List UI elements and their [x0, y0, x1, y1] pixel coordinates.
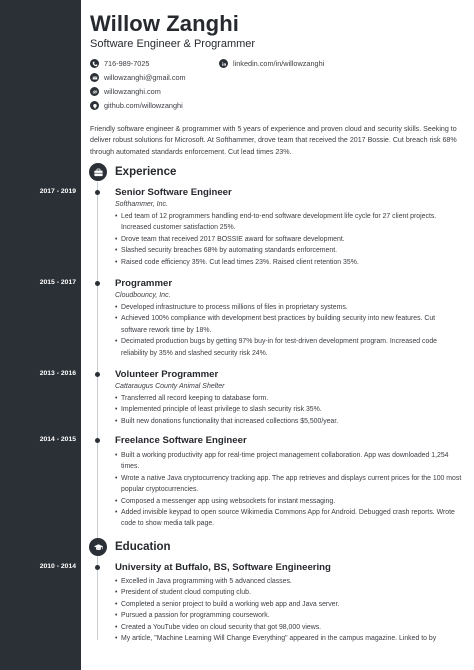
bullet-item: • Created a YouTube video on cloud security that got 98,000 views. — [115, 622, 463, 633]
school-bullets — [115, 576, 463, 644]
job-dates: 2013 - 2016 — [39, 370, 76, 377]
education-heading: Education — [115, 541, 171, 553]
job-dates: 2014 - 2015 — [39, 436, 76, 443]
candidate-title: Software Engineer & Programmer — [90, 38, 256, 50]
bullet-item: • Composed a messenger app using websockets for instant messaging. — [115, 496, 463, 507]
bullet-item: • Excelled in Java programming with 5 advanced classes. — [115, 576, 463, 587]
bullet-item: • Pursued a passion for programming coursework. — [115, 610, 463, 621]
job-title: Freelance Software Engineer — [115, 435, 247, 446]
bullet-item: • Completed a senior project to build a working web app and Java server. — [115, 599, 463, 610]
timeline-dot — [95, 438, 100, 443]
link-icon — [90, 87, 99, 96]
bullet-item: • Implemented principle of least privilege to slash security risk 35%. — [115, 404, 463, 415]
job-bullets — [115, 450, 463, 530]
contact-github[interactable] — [90, 101, 183, 110]
email-icon — [90, 73, 99, 82]
job-company: Cattaraugus County Animal Shelter — [115, 383, 225, 390]
job-dates: 2015 - 2017 — [39, 279, 76, 286]
job-title: Volunteer Programmer — [115, 369, 219, 380]
contact-linkedin[interactable] — [219, 59, 324, 68]
bullet-item: • My article, "Machine Learning Will Change Everything" appeared in the campus magazine. Linked to by — [115, 633, 463, 644]
contact-email-text: willowzanghi@gmail.com — [104, 73, 186, 82]
job-title: Senior Software Engineer — [115, 187, 232, 198]
experience-heading: Experience — [115, 166, 177, 178]
bullet-item: • President of student cloud computing club. — [115, 587, 463, 598]
timeline-dot — [95, 372, 100, 377]
degree-title: University at Buffalo, BS, Software Engineering — [115, 562, 331, 573]
linkedin-icon — [219, 59, 228, 68]
bullet-item: • Built a working productivity app for real-time project management collaboration. App was downloaded 1,254 times. — [115, 450, 463, 473]
contact-email[interactable] — [90, 73, 186, 82]
job-dates: 2017 - 2019 — [39, 188, 76, 195]
graduation-cap-icon — [89, 538, 107, 556]
timeline-dot — [95, 281, 100, 286]
phone-icon — [90, 59, 99, 68]
profile-summary: Friendly software engineer & programmer with 5 years of experience and proven cloud and security skills. Seeking to deliver robust solutions for Microsoft. At Softhammer, drove team that received the 2017 Bossie. Cut breach risk 68% through automated standards enforcement. Cut lead times 23%. — [90, 125, 457, 156]
job-title: Programmer — [115, 278, 173, 289]
contact-linkedin-text: linkedin.com/in/willowzanghi — [233, 59, 325, 68]
contact-phone-text: 716-989-7025 — [104, 59, 150, 68]
bullet-item: • Developed infrastructure to process millions of files in proprietary systems. — [115, 302, 463, 313]
github-icon — [90, 101, 99, 110]
job-bullets — [115, 211, 463, 268]
bullet-item: • Wrote a native Java cryptocurrency tracking app. The app retrieves and displays current prices for the 100 most popular cryptocurrencies. — [115, 473, 463, 496]
timeline-line — [97, 182, 98, 640]
bullet-item: • Built new donations functionality that increased collections $5,500/year. — [115, 416, 463, 427]
bullet-item: • Led team of 12 programmers handling end-to-end software development life cycle for 27 client projects. Increased customer satisfaction 25%. — [115, 211, 463, 234]
contact-website[interactable] — [90, 87, 161, 96]
job-company: Cloudbouncy, Inc. — [115, 292, 171, 299]
bullet-item: • Slashed security breaches 68% by automating standards enforcement. — [115, 245, 463, 256]
bullet-item: • Drove team that received 2017 BOSSIE award for software development. — [115, 234, 463, 245]
bullet-item: • Added invisible keypad to open source Wikimedia Commons App for Android. Debugged crash reports. Wrote code to show media talk page. — [115, 507, 463, 530]
bullet-item: • Raised code efficiency 35%. Cut lead times 23%. Raised client retention 35%. — [115, 257, 463, 268]
contact-github-text: github.com/willowzanghi — [104, 101, 183, 110]
bullet-item: • Decimated production bugs by getting 97% buy-in for test-driven development program. Increased code reliability by 35% and slashed security risk 24%. — [115, 336, 463, 359]
candidate-name: Willow Zanghi — [90, 11, 239, 36]
contact-phone — [90, 59, 149, 68]
contact-website-text: willowzanghi.com — [104, 87, 161, 96]
bullet-item: • Achieved 100% compliance with development best practices by building security into new features. Cut software rework time by 18%. — [115, 313, 463, 336]
timeline-dot — [95, 190, 100, 195]
briefcase-icon — [89, 163, 107, 181]
job-bullets — [115, 302, 463, 359]
job-bullets — [115, 393, 463, 427]
job-company: Softhammer, Inc. — [115, 201, 168, 208]
timeline-dot — [95, 565, 100, 570]
bullet-item: • Transferred all record keeping to database form. — [115, 393, 463, 404]
school-dates: 2010 - 2014 — [39, 563, 76, 570]
